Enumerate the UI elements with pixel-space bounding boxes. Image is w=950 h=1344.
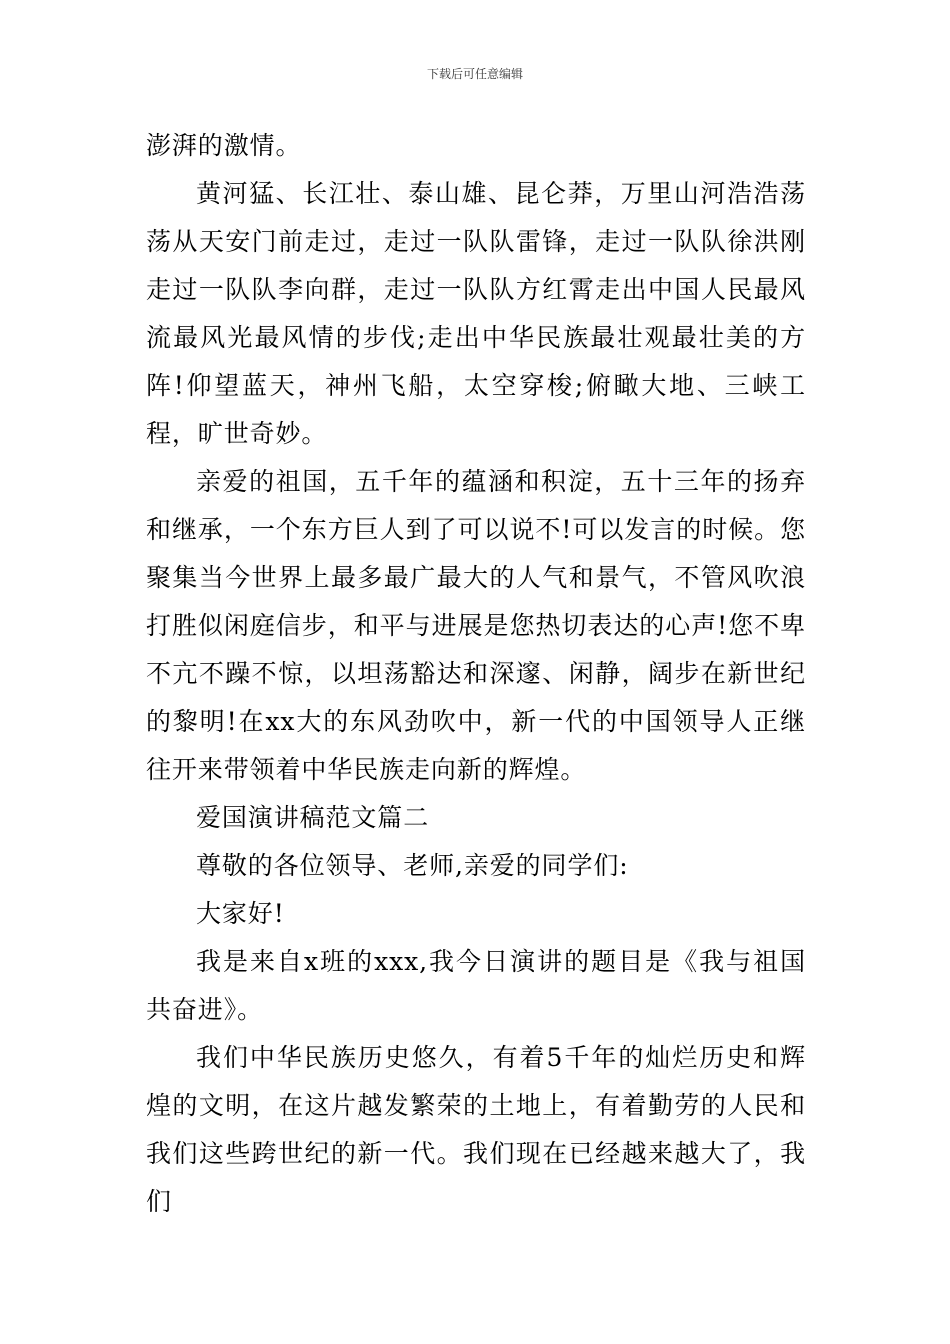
- paragraph-chinese-history: 我们中华民族历史悠久，有着5千年的灿烂历史和辉煌的文明，在这片越发繁荣的土地上，有着勤劳的人民和我们这些跨世纪的新一代。我们现在已经越来越大了，我们: [146, 1043, 806, 1216]
- paragraph-speech-intro: 我是来自x班的xxx,我今日演讲的题目是《我与祖国共奋进》。: [146, 947, 806, 1024]
- paragraph-rivers-mountains: 黄河猛、长江壮、泰山雄、昆仑莽，万里山河浩浩荡荡从天安门前走过，走过一队队雷锋，走过一队队徐洪刚走过一队队李向群，走过一队队方红霄走出中国人民最风流最风光最风情的步伐;走出中华民族最壮观最壮美的方阵!仰望蓝天，神州飞船，太空穿梭;俯瞰大地、三峡工程，旷世奇妙。: [146, 179, 806, 448]
- paragraph-continuation: 澎湃的激情。: [146, 131, 302, 160]
- section-heading: 爱国演讲稿范文篇二: [196, 803, 430, 832]
- document-body: [146, 122, 806, 1226]
- paragraph-dear-motherland: 亲爱的祖国，五千年的蕴涵和积淀，五十三年的扬弃和继承，一个东方巨人到了可以说不!可以发言的时候。您聚集当今世界上最多最广最大的人气和景气，不管风吹浪打胜似闲庭信步，和平与进展是您热切表达的心声!您不卑不亢不躁不惊，以坦荡豁达和深邃、闲静，阔步在新世纪的黎明!在xx大的东风劲吹中，新一代的中国领导人正继往开来带领着中华民族走向新的辉煌。: [146, 467, 806, 784]
- page-header-note: 下载后可任意编辑: [426, 67, 523, 81]
- salutation: 尊敬的各位领导、老师,亲爱的同学们:: [196, 851, 629, 880]
- greeting: 大家好!: [196, 899, 285, 928]
